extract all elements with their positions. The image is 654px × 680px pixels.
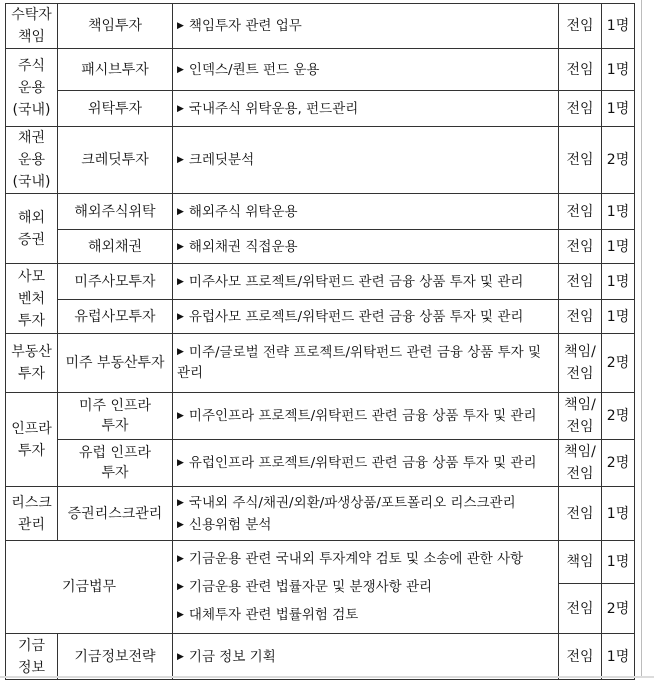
team-cell: 미주 부동산투자 [58,334,173,393]
bullet-icon: ▶ [177,458,184,468]
duty-cell: ▶ 미주사모 프로젝트/위탁펀드 관련 금융 상품 투자 및 관리 [173,264,559,300]
category-cell: 수탁자 책임 [6,4,58,49]
bullet-icon: ▶ [177,21,184,31]
team-cell: 책임투자 [58,4,173,49]
bullet-icon: ▶ [177,519,184,530]
bullet-icon: ▶ [177,103,184,114]
headcount-cell: 1명 [602,487,635,541]
table-row [6,4,635,49]
bullet-icon: ▶ [177,346,184,357]
team-cell: 유럽사모투자 [58,300,173,334]
employment-type-cell: 전임 [559,194,602,230]
headcount-cell: 1명 [602,91,635,127]
duty-cell: ▶ 크레딧분석 [173,127,559,194]
employment-type-cell: 전임 [559,264,602,300]
category-cell: 사모 벤처 투자 [6,264,58,334]
duty-cell: ▶ 국내외 주식/채권/외환/파생상품/포트폴리오 리스크관리 ▶ 신용위험 분석 [173,487,559,541]
employment-type-cell: 전임 [559,127,602,194]
headcount-cell: 2명 [602,393,635,440]
team-cell: 패시브투자 [58,49,173,91]
duty-cell: ▶ 유럽인프라 프로젝트/위탁펀드 관련 금융 상품 투자 및 관리 [173,440,559,487]
table-row [6,487,635,541]
table-row [6,300,635,334]
headcount-cell: 1명 [602,230,635,264]
headcount-cell: 1명 [602,4,635,49]
table-row [6,334,635,393]
duty-cell: ▶ 책임투자 관련 업무 [173,4,559,49]
duty-cell: ▶ 국내주식 위탁운용, 펀드관리 [173,91,559,127]
employment-type-cell: 책임 [559,541,602,584]
bullet-icon: ▶ [177,155,184,165]
employment-type-cell: 전임 [559,487,602,541]
bullet-icon: ▶ [177,651,184,662]
category-cell: 부동산 투자 [6,334,58,393]
team-cell: 해외채권 [58,230,173,264]
team-cell: 증권리스크관리 [58,487,173,541]
team-cell: 해외주식위탁 [58,194,173,230]
employment-type-cell: 전임 [559,91,602,127]
table-row [6,393,635,440]
employment-type-cell: 전임 [559,634,602,680]
table-row [6,127,635,194]
team-cell: 크레딧투자 [58,127,173,194]
duty-cell: ▶ 유럽사모 프로젝트/위탁펀드 관련 금융 상품 투자 및 관리 [173,300,559,334]
headcount-cell: 1명 [602,634,635,680]
headcount-cell: 1명 [602,300,635,334]
employment-type-cell: 전임 [559,4,602,49]
bullet-icon: ▶ [177,411,184,421]
headcount-cell: 1명 [602,194,635,230]
headcount-cell: 1명 [602,49,635,91]
bullet-icon: ▶ [177,241,184,252]
duty-cell: ▶ 미주인프라 프로젝트/위탁펀드 관련 금융 상품 투자 및 관리 [173,393,559,440]
bullet-icon: ▶ [177,554,184,564]
headcount-cell: 2명 [602,440,635,487]
employment-type-cell: 전임 [559,230,602,264]
headcount-cell: 2명 [602,334,635,393]
headcount-cell: 2명 [602,127,635,194]
team-cell: 미주사모투자 [58,264,173,300]
bullet-icon: ▶ [177,64,184,75]
team-cell: 미주 인프라투자 [58,393,173,440]
employment-type-cell: 책임/ 전임 [559,334,602,393]
team-cell: 위탁투자 [58,91,173,127]
table-row [6,264,635,300]
table-row [6,49,635,91]
team-cell: 기금정보전략 [58,634,173,680]
bullet-icon: ▶ [177,610,184,620]
category-cell: 기금 정보 [6,634,58,680]
table-row [6,440,635,487]
duty-cell: ▶ 해외주식 위탁운용 [173,194,559,230]
category-cell: 채권 운용 (국내) [6,127,58,194]
table-row [6,91,635,127]
duty-cell: ▶ 기금운용 관련 국내외 투자계약 검토 및 소송에 관한 사항 ▶ 기금운용 관련 법률자문 및 분쟁사항 관리 ▶ 대체투자 관련 법률위험 검토 [173,541,559,634]
duty-cell: ▶ 미주/글로벌 전략 프로젝트/위탁펀드 관련 금융 상품 투자 및 관리 [173,334,559,393]
table-row [6,541,635,584]
table-row [6,634,635,680]
bullet-icon: ▶ [177,206,184,217]
category-cell: 기금법무 [6,541,173,634]
team-cell: 유럽 인프라투자 [58,440,173,487]
employment-type-cell: 전임 [559,49,602,91]
employment-type-cell: 책임/ 전임 [559,440,602,487]
bullet-icon: ▶ [177,582,184,592]
window-edge [641,0,642,678]
headcount-cell: 1명 [602,264,635,300]
staffing-table [5,3,635,680]
bullet-icon: ▶ [177,311,184,322]
employment-type-cell: 책임/ 전임 [559,393,602,440]
headcount-cell: 1명 [602,541,635,584]
table-row [6,230,635,264]
category-cell: 리스크 관리 [6,487,58,541]
table-row [6,194,635,230]
bullet-icon: ▶ [177,276,184,287]
headcount-cell: 2명 [602,584,635,634]
duty-cell: ▶ 기금 정보 기획 [173,634,559,680]
employment-type-cell: 전임 [559,584,602,634]
employment-type-cell: 전임 [559,300,602,334]
category-cell: 해외 증권 [6,194,58,264]
duty-cell: ▶ 해외채권 직접운용 [173,230,559,264]
category-cell: 인프라 투자 [6,393,58,487]
bullet-icon: ▶ [177,497,184,508]
duty-cell: ▶ 인덱스/퀀트 펀드 운용 [173,49,559,91]
category-cell: 주식 운용 (국내) [6,49,58,127]
